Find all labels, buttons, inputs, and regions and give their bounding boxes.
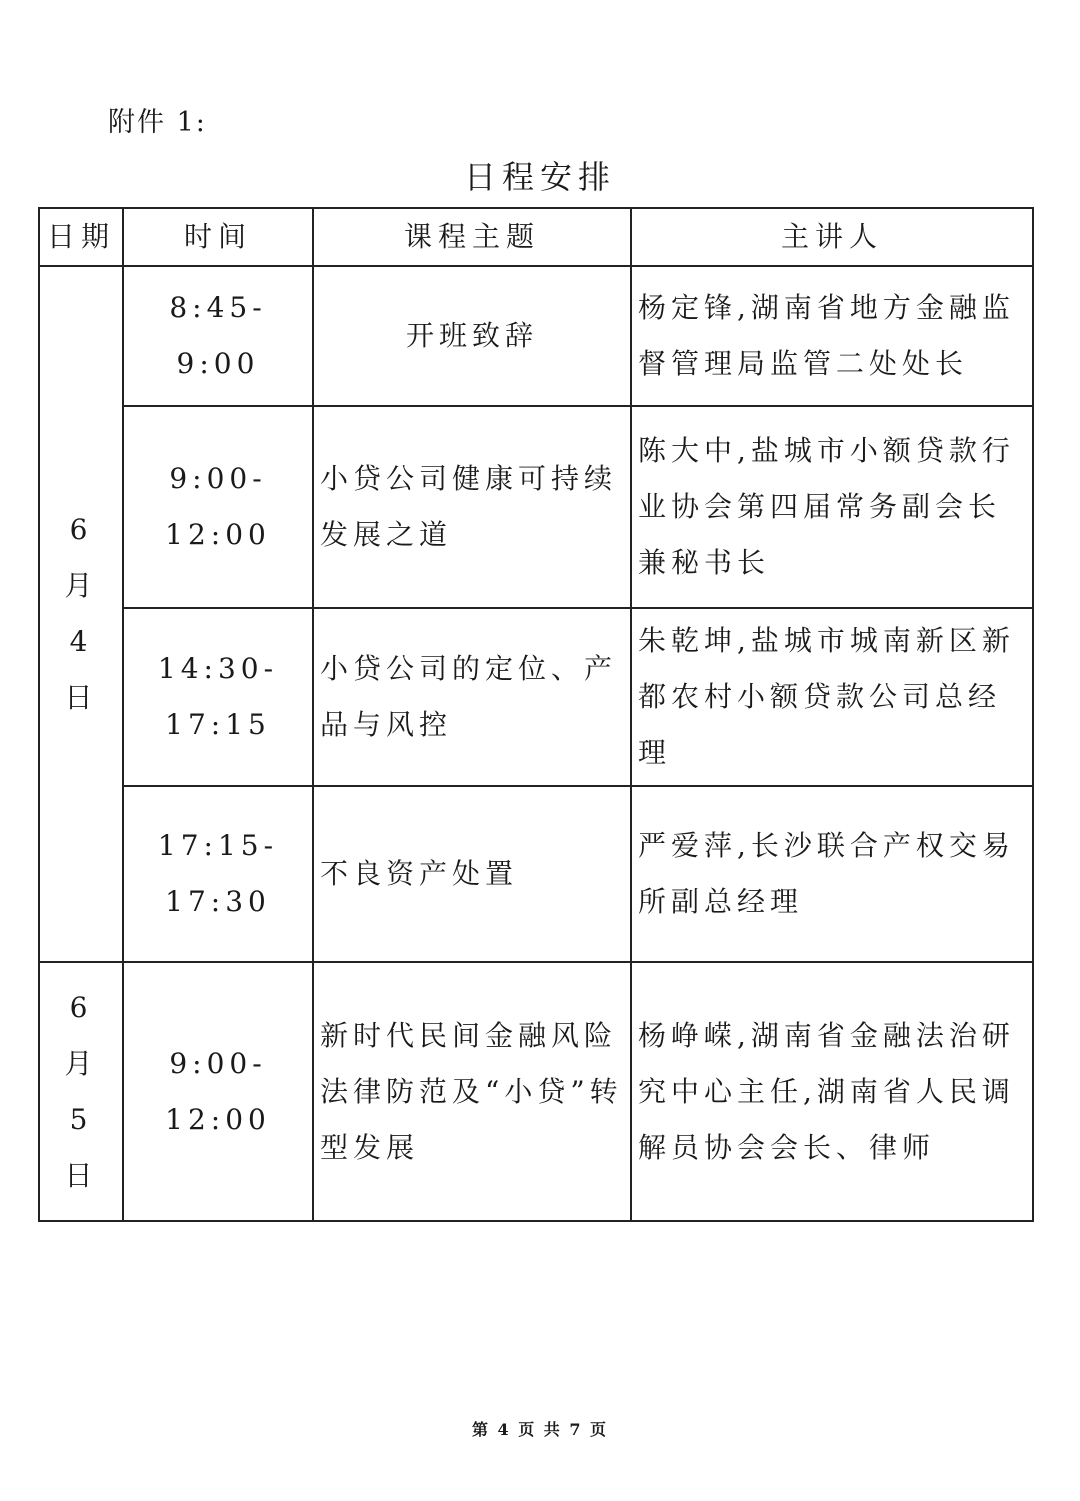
table-row [39,962,1033,1221]
date-char: 6 [69,513,93,547]
table-row [39,786,1033,962]
date-char: 日 [64,1158,98,1192]
date-char: 6 [69,990,93,1024]
time-cell: 17:15-17:30 [123,786,313,962]
date-cell-june-4 [39,266,123,962]
date-char: 5 [69,1102,93,1136]
header-speaker: 主讲人 [631,208,1033,266]
speaker-cell: 杨定锋,湖南省地方金融监督管理局监管二处处长 [631,266,1033,406]
topic-cell: 开班致辞 [313,266,631,406]
time-cell: 8:45-9:00 [123,266,313,406]
page-footer: 第 4 页 共 7 页 [471,1420,609,1439]
schedule-table [38,207,1034,1222]
time-cell: 9:00-12:00 [123,962,313,1221]
date-cell-june-5 [39,962,123,1221]
topic-cell: 不良资产处置 [313,786,631,962]
time-cell: 14:30-17:15 [123,608,313,786]
table-row [39,406,1033,607]
date-char: 日 [64,681,98,715]
time-cell: 9:00-12:00 [123,406,313,607]
header-date: 日期 [39,208,123,266]
date-char: 月 [64,569,98,603]
topic-cell: 新时代民间金融风险法律防范及“小贷”转型发展 [313,962,631,1221]
table-header-row [39,208,1033,266]
speaker-cell: 严爱萍,长沙联合产权交易所副总经理 [631,786,1033,962]
speaker-cell: 朱乾坤,盐城市城南新区新都农村小额贷款公司总经理 [631,608,1033,786]
date-char: 月 [64,1046,98,1080]
speaker-cell: 杨峥嵘,湖南省金融法治研究中心主任,湖南省人民调解员协会会长、律师 [631,962,1033,1221]
speaker-cell: 陈大中,盐城市小额贷款行业协会第四届常务副会长兼秘书长 [631,406,1033,607]
header-time: 时间 [123,208,313,266]
table-row [39,608,1033,786]
header-topic: 课程主题 [313,208,631,266]
date-char: 4 [69,625,93,659]
topic-cell: 小贷公司的定位、产品与风控 [313,608,631,786]
attachment-label: 附件 1: [108,107,207,138]
table-row [39,266,1033,406]
page-title: 日程安排 [463,158,616,196]
topic-cell: 小贷公司健康可持续发展之道 [313,406,631,607]
